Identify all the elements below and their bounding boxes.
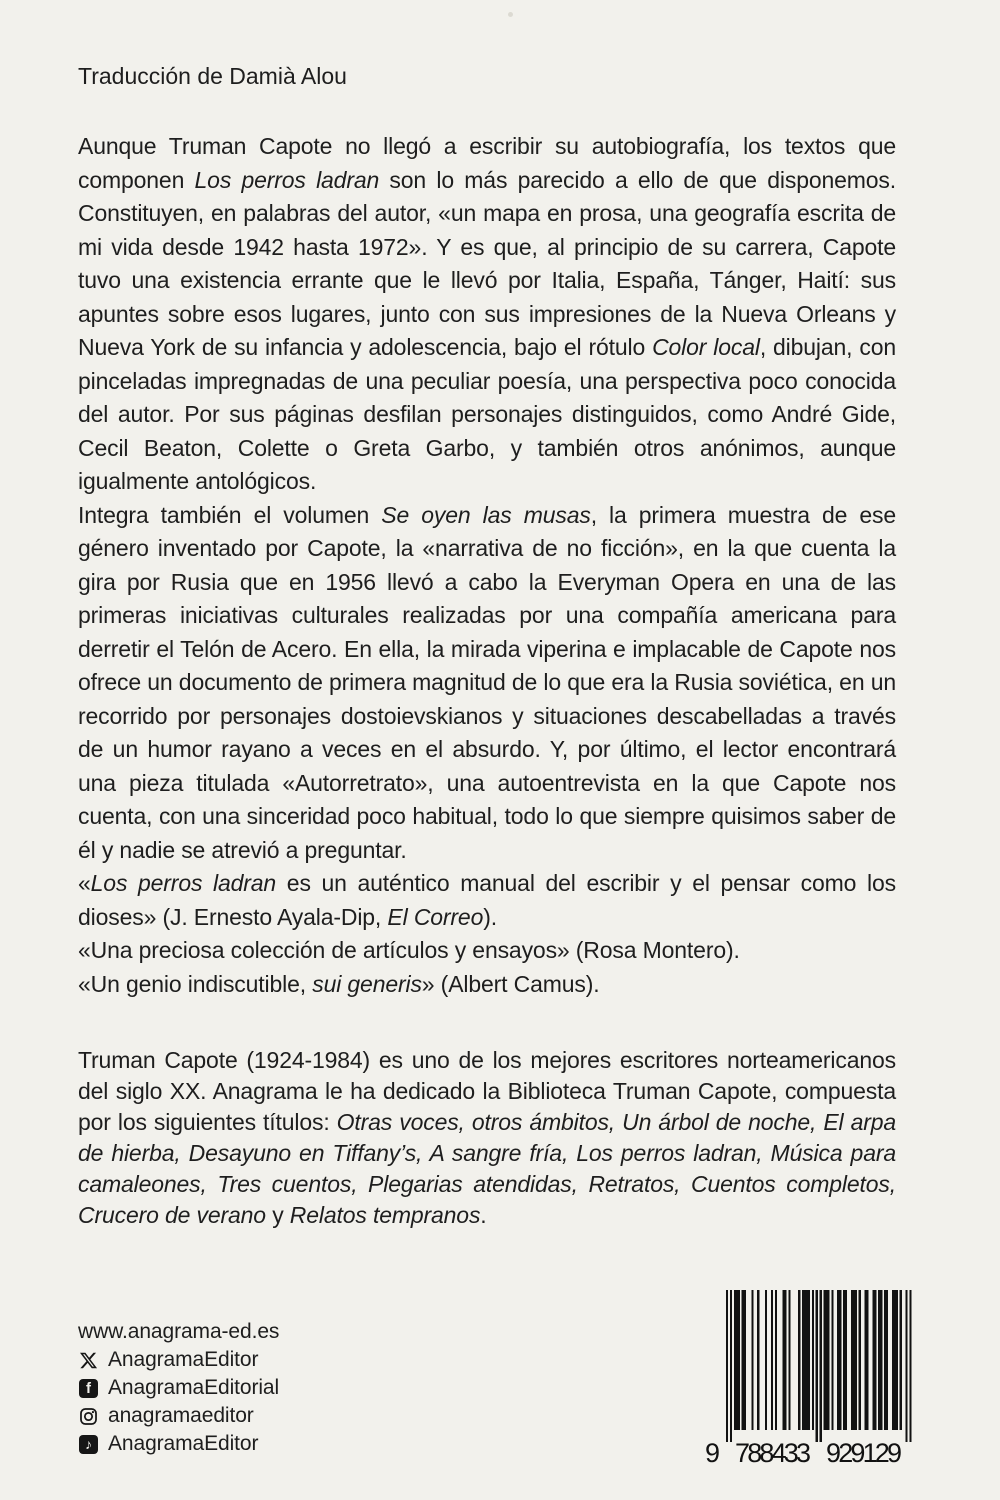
svg-text:929129: 929129 [826,1438,902,1464]
author-bio: Truman Capote (1924-1984) es uno de los mejores escritores norteamericanos del siglo XX. Anagrama le ha dedicado la Biblioteca Truman Capote, compuesta por los siguientes títulos: Otras voces, otros ámbitos, Un árbol de noche, El arpa de hierba, Desayuno en Tiffany’s, A sangre fría, Los perros ladran, Música para camaleones, Tres cuentos, Plegarias atendidas, Retratos, Cuentos completos, Crucero de verano y Relatos tempranos. [78,1047,897,1228]
x-handle: AnagramaEditor [108,1348,259,1371]
translator-credit: Traducción de Damià Alou [78,63,347,89]
x-social-row [78,1346,279,1374]
publisher-links [78,1318,279,1458]
scan-speck [508,12,513,17]
review-quote-rosa-montero: «Una preciosa colección de artículos y ensayos» (Rosa Montero). [78,937,740,963]
x-twitter-icon [78,1350,99,1371]
svg-text:788433: 788433 [735,1438,811,1464]
synopsis-paragraph-2: Integra también el volumen Se oyen las musas, la primera muestra de ese género inventado por Capote, la «narrativa de no ficción», en la que cuenta la gira por Rusia que en 1956 llevó a cabo la Everyman Opera en una de las primeras iniciativas culturales realizadas por una compañía americana para derretir el Telón de Acero. En ella, la mirada viperina e implacable de Capote nos ofrece un documento de primera magnitud de lo que era la Rusia soviética, en un recorrido por personajes dostoievskianos y situaciones descabelladas a través de un humor rayano a veces en el absurdo. Y, por último, el lector encontrará una pieza titulada «Autorretrato», una autoentrevista en la que Capote nos cuenta, con una sinceridad poco habitual, todo lo que siempre quisimos saber de él y nadie se atrevió a preguntar. [78,501,896,863]
instagram-icon [78,1406,99,1427]
instagram-handle: anagramaeditor [108,1404,254,1427]
website-url: www.anagrama-ed.es [78,1320,280,1343]
synopsis-paragraph-1: Aunque Truman Capote no llegó a escribir su autobiografía, los textos que componen Los perros ladran son lo más parecido a ello de que disponemos. Constituyen, en palabras del autor, «un mapa en prosa, una geografía escrita de mi vida desde 1942 hasta 1972». Y es que, al principio de su carrera, Capote tuvo una existencia errante que le llevó por Italia, España, Tánger, Haití: sus apuntes sobre esos lugares, junto con sus impresiones de la Nueva Orleans y Nueva York de su infancia y adolescencia, bajo el rótulo Color local, dibujan, con pinceladas impregnadas de una peculiar poesía, una perspectiva poco conocida del autor. Por sus páginas desfilan personajes distinguidos, como André Gide, Cecil Beaton, Colette o Greta Garbo, y también otros anónimos, aunque igualmente antológicos. [78,133,897,494]
tiktok-handle: AnagramaEditor [108,1432,259,1455]
tiktok-icon: ♪ [78,1434,99,1455]
cover-text-block [78,62,896,1231]
barcode [702,1290,932,1464]
review-quote-albert-camus: «Un genio indiscutible, sui generis» (Albert Camus). [78,970,600,997]
website-row [78,1318,279,1346]
svg-text:9: 9 [705,1438,721,1464]
facebook-icon: f [78,1378,99,1399]
facebook-social-row [78,1374,279,1402]
tiktok-social-row [78,1430,279,1458]
review-quote-ayala-dip: «Los perros ladran es un auténtico manual del escribir y el pensar como los dioses» (J. Ernesto Ayala-Dip, El Correo). [78,870,896,930]
facebook-handle: AnagramaEditorial [108,1376,280,1399]
instagram-social-row [78,1402,279,1430]
